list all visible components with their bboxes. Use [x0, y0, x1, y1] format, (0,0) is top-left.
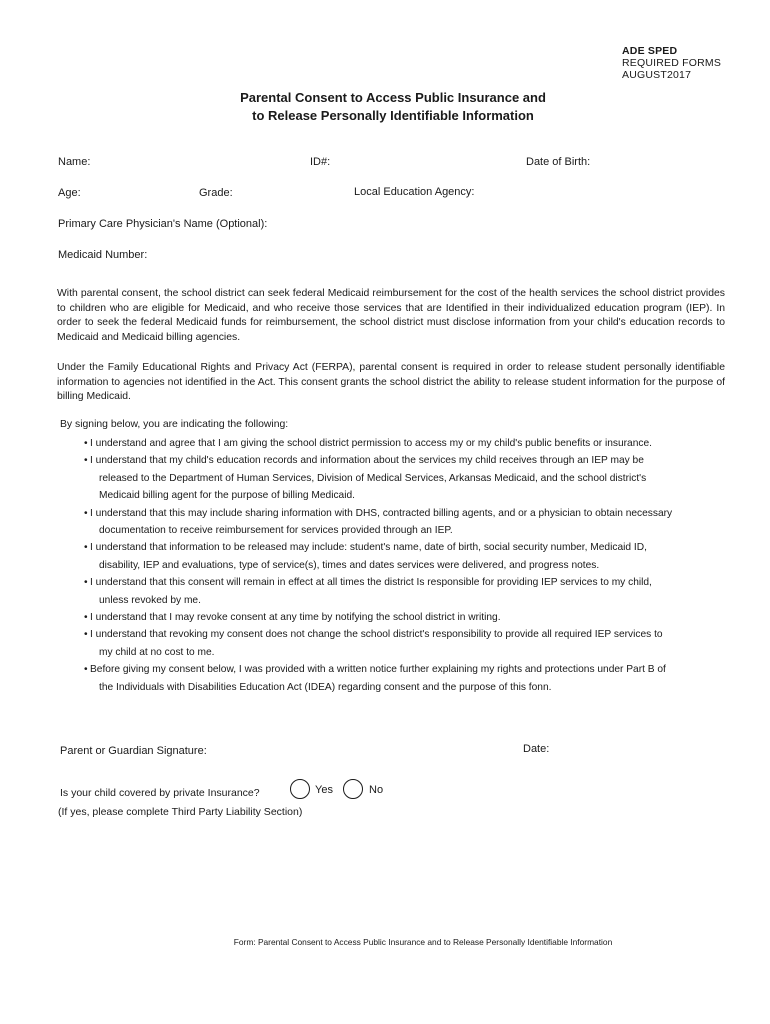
list-item-text: I understand that this may include sharing information with DHS, contracted billing agents, and or a physician to obtain necessary documentation to receive reimbursement for services provided through an IEP.	[90, 507, 673, 537]
medicaid-field-label: Medicaid Number:	[58, 249, 148, 261]
list-item-text: I understand that I may revoke consent at any time by notifying the school district in writing.	[90, 612, 501, 624]
signature-label: Parent or Guardian Signature:	[60, 745, 207, 757]
lea-field-label: Local Education Agency:	[354, 186, 475, 198]
list-item	[78, 626, 678, 661]
form-header	[622, 45, 721, 81]
bullet-icon: •	[84, 542, 88, 554]
bullet-icon: •	[84, 438, 88, 449]
form-date: AUGUST2017	[622, 69, 692, 81]
no-radio[interactable]	[343, 779, 363, 799]
title-line-2: to Release Personally Identifiable Information	[252, 108, 534, 123]
third-party-note: (If yes, please complete Third Party Liability Section)	[58, 806, 303, 818]
list-item-text: Before giving my consent below, I was provided with a written notice further explaining my rights and protections under Part B of the Individuals with Disabilities Education Act (IDEA) regarding consent and the purpose of this fonn.	[90, 664, 666, 693]
bullet-icon: •	[84, 629, 88, 641]
signature-date-label: Date:	[523, 743, 550, 755]
list-item-text: I understand that revoking my consent does not change the school district's responsibility to provide all required IEP services to my child at no cost to me.	[90, 629, 663, 658]
ferpa-paragraph: Under the Family Educational Rights and Privacy Act (FERPA), parental consent is required in order to release student personally identifiable information to agencies not identified in the Act. This consent grants the school district the ability to release student information for the purpose of billing Medicaid.	[57, 362, 725, 402]
dob-field-label: Date of Birth:	[526, 156, 591, 168]
form-footer: Form: Parental Consent to Access Public Insurance and to Release Personally Identifiable Information	[233, 937, 613, 947]
list-item-text: I understand that this consent will remain in effect at all times the district Is responsible for providing IEP services to my child, unless revoked by me.	[90, 577, 652, 606]
bullet-icon: •	[84, 612, 88, 624]
bullet-icon: •	[84, 577, 88, 589]
medicaid-paragraph: With parental consent, the school district can seek federal Medicaid reimbursement for the cost of the health services the school district provides to children who are eligible for Medicaid, and who receive those services that are Identified in their individualized education program (IEP). In order to seek the federal Medicaid funds for reimbursement, the school district must disclose information from your child's education records to Medicaid and Medicaid billing agencies.	[57, 288, 725, 343]
physician-field-label: Primary Care Physician's Name (Optional):	[58, 218, 268, 230]
yes-radio-label: Yes	[315, 784, 333, 796]
forms-label: REQUIRED FORMS	[622, 57, 722, 69]
list-item	[78, 435, 678, 452]
title-line-1: Parental Consent to Access Public Insurance and	[240, 90, 546, 105]
list-item-text: I understand that my child's education records and information about the services my child receives through an IEP may be released to the Department of Human Services, Division of Medical Services, Arkansas Medicaid, and the school district's Medicaid billing agent for the purpose of billing Medicaid.	[90, 455, 647, 502]
no-radio-label: No	[369, 784, 384, 796]
age-field-label: Age:	[58, 187, 81, 199]
signing-intro: By signing below, you are indicating the following:	[60, 419, 289, 430]
list-item	[78, 505, 678, 540]
private-insurance-question: Is your child covered by private Insurance?	[60, 787, 260, 799]
name-field-label: Name:	[58, 156, 91, 168]
list-item	[78, 609, 678, 626]
bullet-icon: •	[84, 664, 88, 676]
consent-statements-list	[78, 435, 678, 696]
list-item-text: I understand and agree that I am giving the school district permission to access my or my child's public benefits or insurance.	[90, 438, 652, 449]
list-item	[78, 574, 678, 609]
yes-radio[interactable]	[290, 779, 310, 799]
list-item	[78, 452, 678, 504]
id-field-label: ID#:	[310, 156, 331, 168]
list-item	[78, 539, 678, 574]
grade-field-label: Grade:	[199, 187, 233, 199]
bullet-icon: •	[84, 507, 88, 519]
list-item	[78, 661, 678, 696]
form-title	[0, 89, 770, 125]
list-item-text: I understand that information to be released may include: student's name, date of birth, social security number, Medicaid ID, disability, IEP and evaluations, type of service(s), times and dates services were delivered, and progress notes.	[90, 542, 647, 571]
bullet-icon: •	[84, 455, 88, 467]
agency-label: ADE SPED	[622, 45, 678, 57]
